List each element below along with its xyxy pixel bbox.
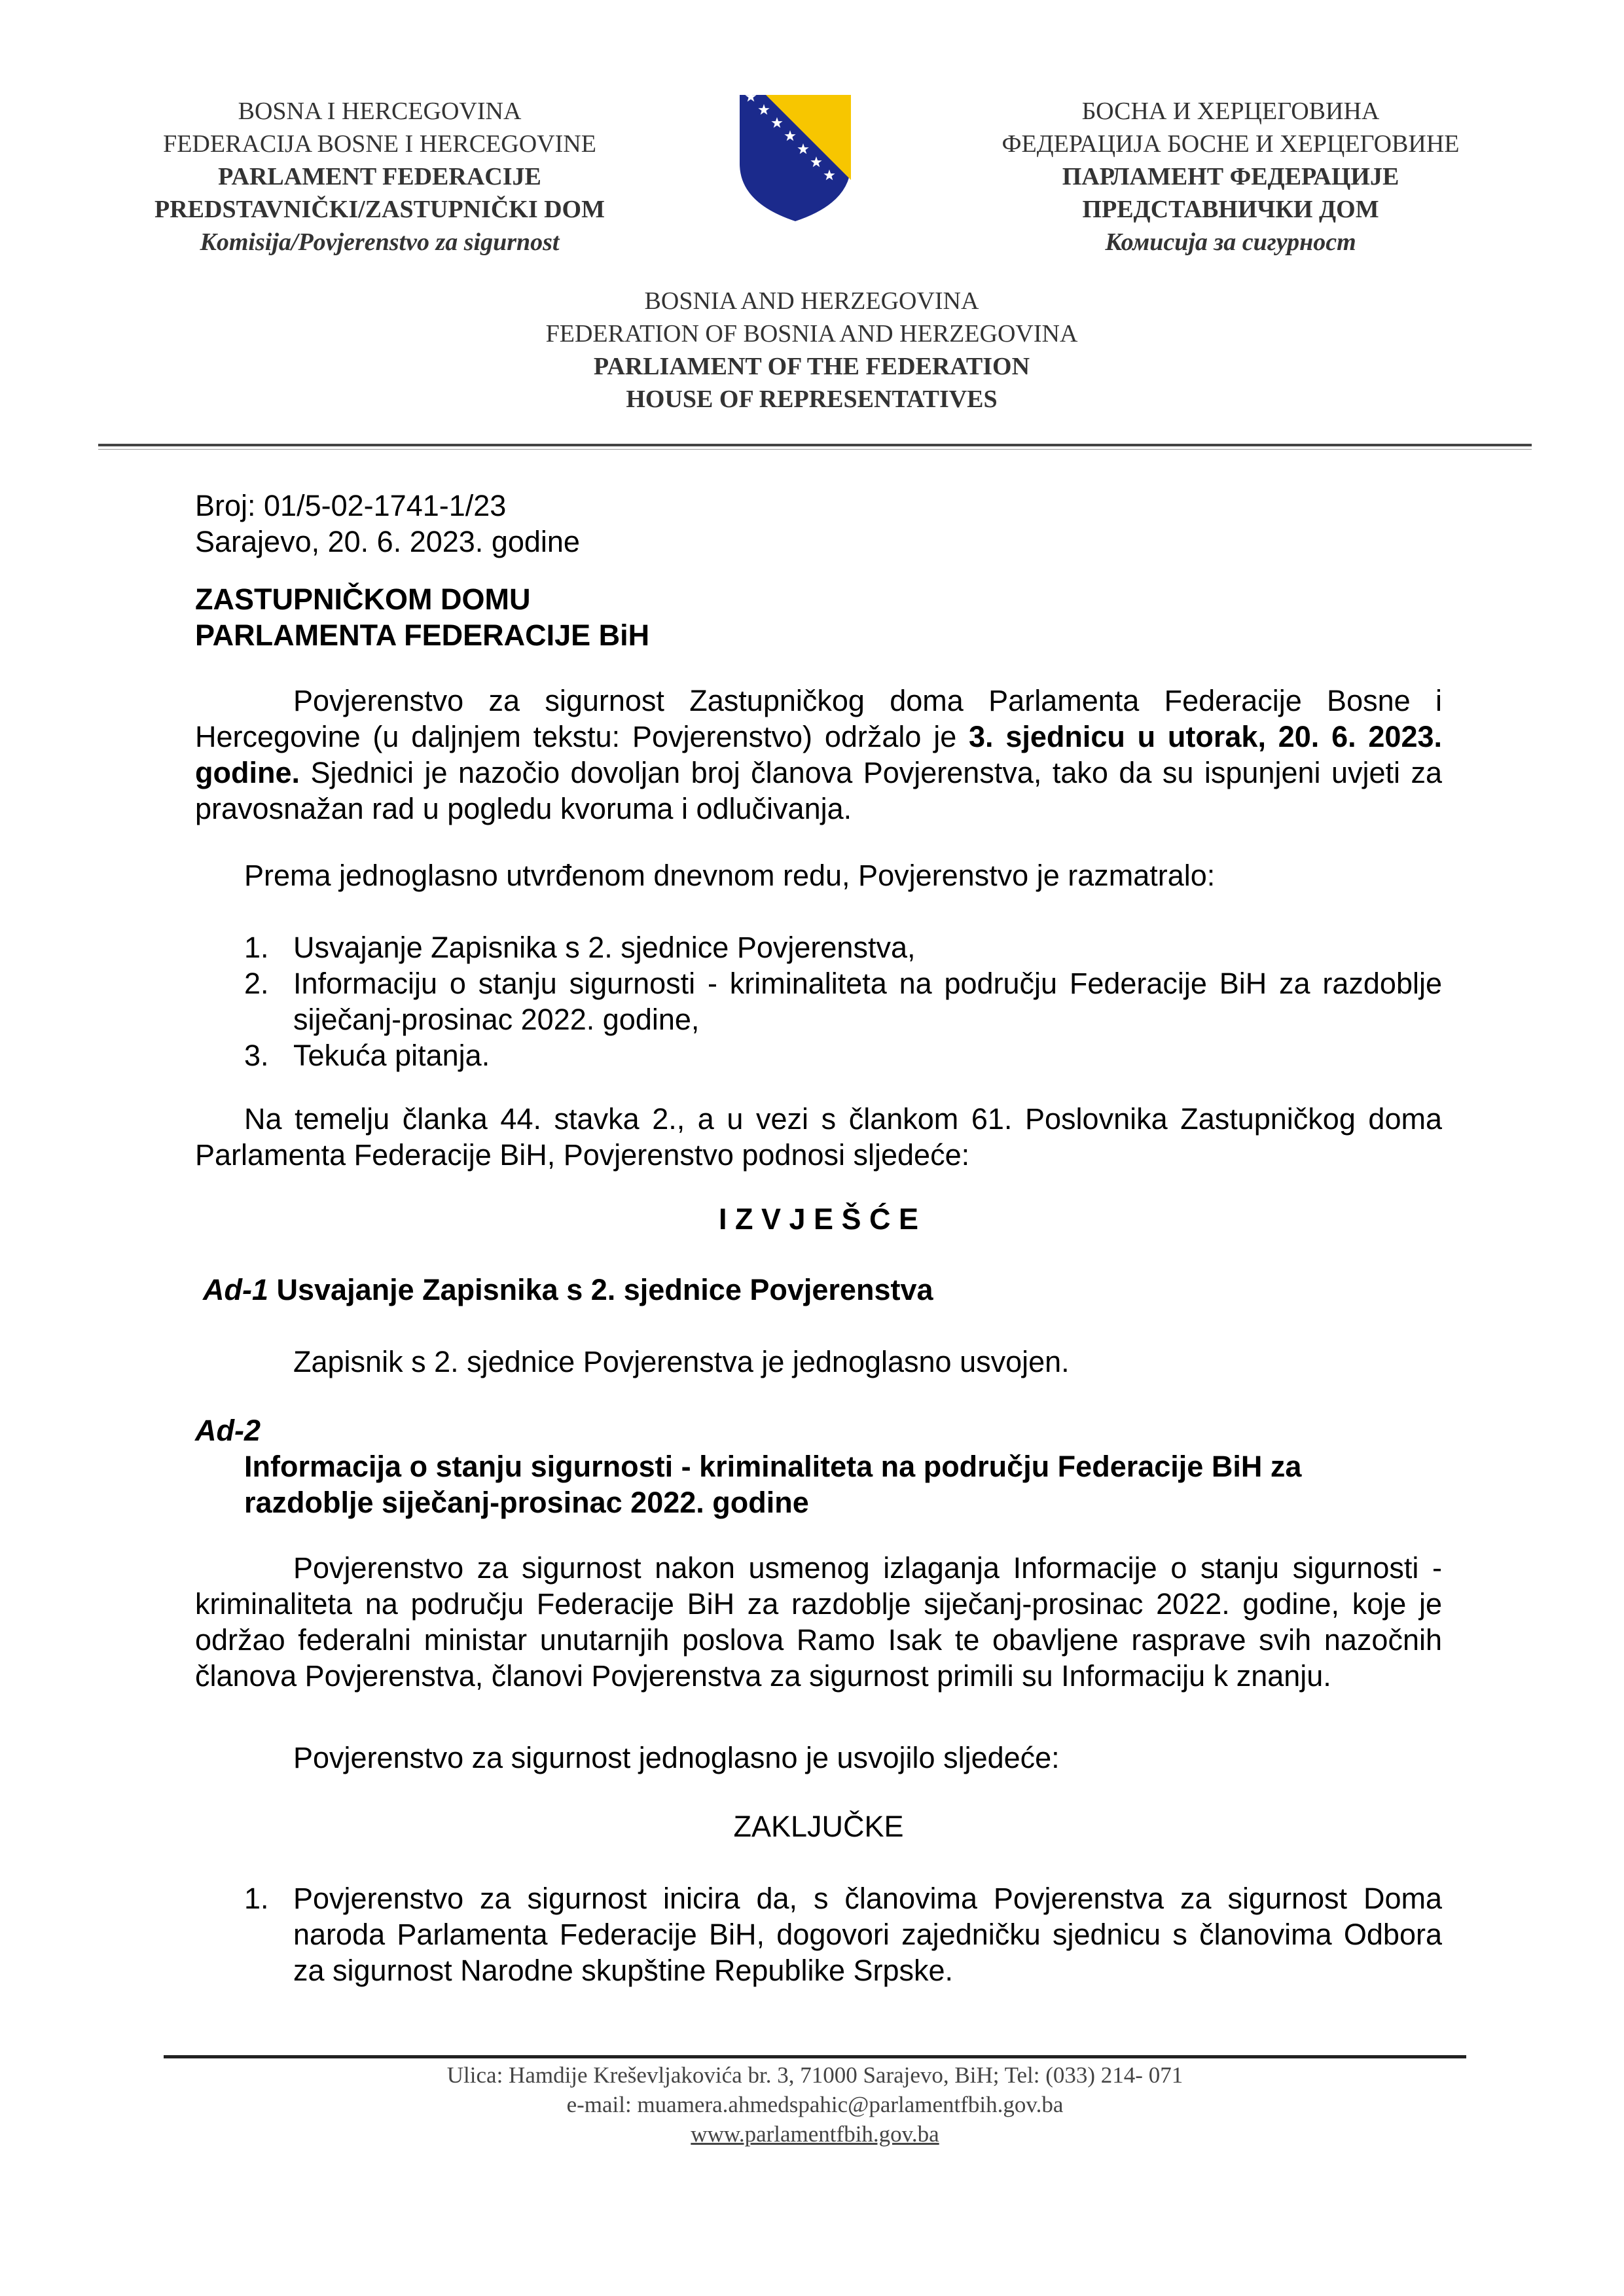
list-item bbox=[244, 929, 1442, 965]
reference-block bbox=[195, 488, 1442, 560]
list-item bbox=[244, 965, 1442, 1037]
header-left-line-1: BOSNA I HERCEGOVINA bbox=[238, 98, 522, 125]
ad2-title: Informacija o stanju sigurnosti - kriminaliteta na području Federacije BiH za razdoblje siječanj-prosinac 2022. godine bbox=[244, 1450, 1302, 1519]
addressee-block bbox=[195, 581, 1442, 653]
addressee-line-2: PARLAMENTA FEDERACIJE BiH bbox=[195, 619, 650, 652]
intro-text-a: Povjerenstvo za sigurnost Zastupničkog doma Parlamenta Federacije Bosne i Hercegovine (u daljnjem tekstu: Povjerenstvo) održalo je bbox=[195, 684, 1442, 753]
header-center-line-3: PARLIAMENT OF THE FEDERATION bbox=[593, 353, 1030, 380]
agenda-item-number: 1. bbox=[244, 931, 269, 964]
ad1-heading bbox=[203, 1272, 1450, 1308]
footer-divider bbox=[164, 2055, 1466, 2058]
header-left-block bbox=[118, 95, 641, 259]
header-left-line-3: PARLAMENT FEDERACIJE bbox=[218, 163, 541, 190]
header-right-line-5: Комисија за сигурност bbox=[1105, 228, 1356, 256]
footer-address: Ulica: Hamdije Kreševljakovića br. 3, 71000 Sarajevo, BiH; Tel: (033) 214- 071 bbox=[446, 2062, 1183, 2088]
header-divider-thin bbox=[98, 449, 1532, 450]
header-center-line-2: FEDERATION OF BOSNIA AND HERZEGOVINA bbox=[545, 320, 1078, 348]
conclusion-text: Povjerenstvo za sigurnost inicira da, s članovima Povjerenstva za sigurnost Doma naroda Parlamenta Federacije BiH, dogovori zajedničku sjednicu s članovima Odbora za sigurnost Narodne skupštine Republike Srpske. bbox=[293, 1882, 1442, 1987]
conclusion-number: 1. bbox=[244, 1882, 269, 1915]
conclusions-title: ZAKLJUČKE bbox=[733, 1810, 904, 1843]
header-left-line-4: PREDSTAVNIČKI/ZASTUPNIČKI DOM bbox=[154, 196, 605, 223]
coat-of-arms-icon bbox=[736, 92, 854, 223]
ad1-label: Ad-1 bbox=[203, 1273, 268, 1306]
header-divider bbox=[98, 444, 1532, 446]
list-item bbox=[244, 1880, 1442, 1988]
header-right-line-2: ФЕДЕРАЦИЈА БОСНЕ И ХЕРЦЕГОВИНЕ bbox=[1001, 130, 1460, 158]
footer bbox=[164, 2060, 1466, 2149]
header-right-line-3: ПАРЛАМЕНТ ФЕДЕРАЦИЈЕ bbox=[1062, 163, 1399, 190]
header-center-line-4: HOUSE OF REPRESENTATIVES bbox=[626, 386, 998, 413]
agenda-item-text: Informaciju o stanju sigurnosti - kriminaliteta na području Federacije BiH za razdoblje siječanj-prosinac 2022. godine, bbox=[293, 967, 1442, 1036]
ad2-paragraph-2: Povjerenstvo za sigurnost jednoglasno je usvojilo sljedeće: bbox=[293, 1741, 1060, 1774]
header-left-line-2: FEDERACIJA BOSNE I HERCEGOVINE bbox=[163, 130, 596, 158]
conclusions-list bbox=[244, 1880, 1442, 1988]
agenda-item-number: 3. bbox=[244, 1039, 269, 1072]
header-left-line-5: Komisija/Povjerenstvo za sigurnost bbox=[200, 228, 560, 256]
agenda-item-text: Tekuća pitanja. bbox=[293, 1039, 490, 1072]
footer-website-link[interactable]: www.parlamentfbih.gov.ba bbox=[691, 2121, 939, 2147]
intro-text-b: Sjednici je nazočio dovoljan broj članova Povjerenstva, tako da su ispunjeni uvjeti za pravosnažan rad u pogledu kvoruma i odlučivanja. bbox=[195, 756, 1442, 825]
addressee-line-1: ZASTUPNIČKOM DOMU bbox=[195, 583, 531, 616]
footer-email[interactable]: e-mail: muamera.ahmedspahic@parlamentfbih.gov.ba bbox=[566, 2092, 1064, 2117]
basis-paragraph: Na temelju članka 44. stavka 2., a u vezi s člankom 61. Poslovnika Zastupničkog doma Parlamenta Federacije BiH, Povjerenstvo podnosi sljedeće: bbox=[195, 1102, 1442, 1172]
agenda-item-number: 2. bbox=[244, 967, 269, 1000]
list-item bbox=[244, 1037, 1442, 1073]
header-right-line-1: БОСНА И ХЕРЦЕГОВИНА bbox=[1081, 98, 1380, 125]
ad1-text: Zapisnik s 2. sjednice Povjerenstva je jednoglasno usvojen. bbox=[293, 1345, 1070, 1378]
report-title: I Z V J E Š Ć E bbox=[718, 1202, 919, 1236]
reference-date: Sarajevo, 20. 6. 2023. godine bbox=[195, 525, 580, 558]
agenda-list bbox=[244, 929, 1442, 1073]
header-right-block bbox=[962, 95, 1499, 259]
intro-paragraph bbox=[195, 683, 1442, 827]
ad1-title: Usvajanje Zapisnika s 2. sjednice Povjerenstva bbox=[268, 1273, 933, 1306]
header-right-line-4: ПРЕДСТАВНИЧКИ ДОМ bbox=[1082, 196, 1379, 223]
ad2-label: Ad-2 bbox=[195, 1414, 261, 1447]
agenda-item-text: Usvajanje Zapisnika s 2. sjednice Povjerenstva, bbox=[293, 931, 916, 964]
intro-session-date: 3. sjednicu u utorak, 20. 6. 2023. godine. bbox=[195, 720, 1442, 789]
agenda-intro: Prema jednoglasno utvrđenom dnevnom redu, Povjerenstvo je razmatralo: bbox=[244, 859, 1216, 892]
reference-number: Broj: 01/5-02-1741-1/23 bbox=[195, 489, 507, 522]
header-center-block bbox=[419, 285, 1204, 416]
ad2-paragraph-1: Povjerenstvo za sigurnost nakon usmenog izlaganja Informacije o stanju sigurnosti - kriminaliteta na području Federacije BiH za razdoblje siječanj-prosinac 2022. godine, koje je održao federalni ministar unutarnjih poslova Ramo Isak te obavljene rasprave svih nazočnih članova Povjerenstva, članovi Povjerenstva za sigurnost primili su Informaciju k znanju. bbox=[195, 1551, 1442, 1693]
header-center-line-1: BOSNIA AND HERZEGOVINA bbox=[644, 287, 979, 315]
